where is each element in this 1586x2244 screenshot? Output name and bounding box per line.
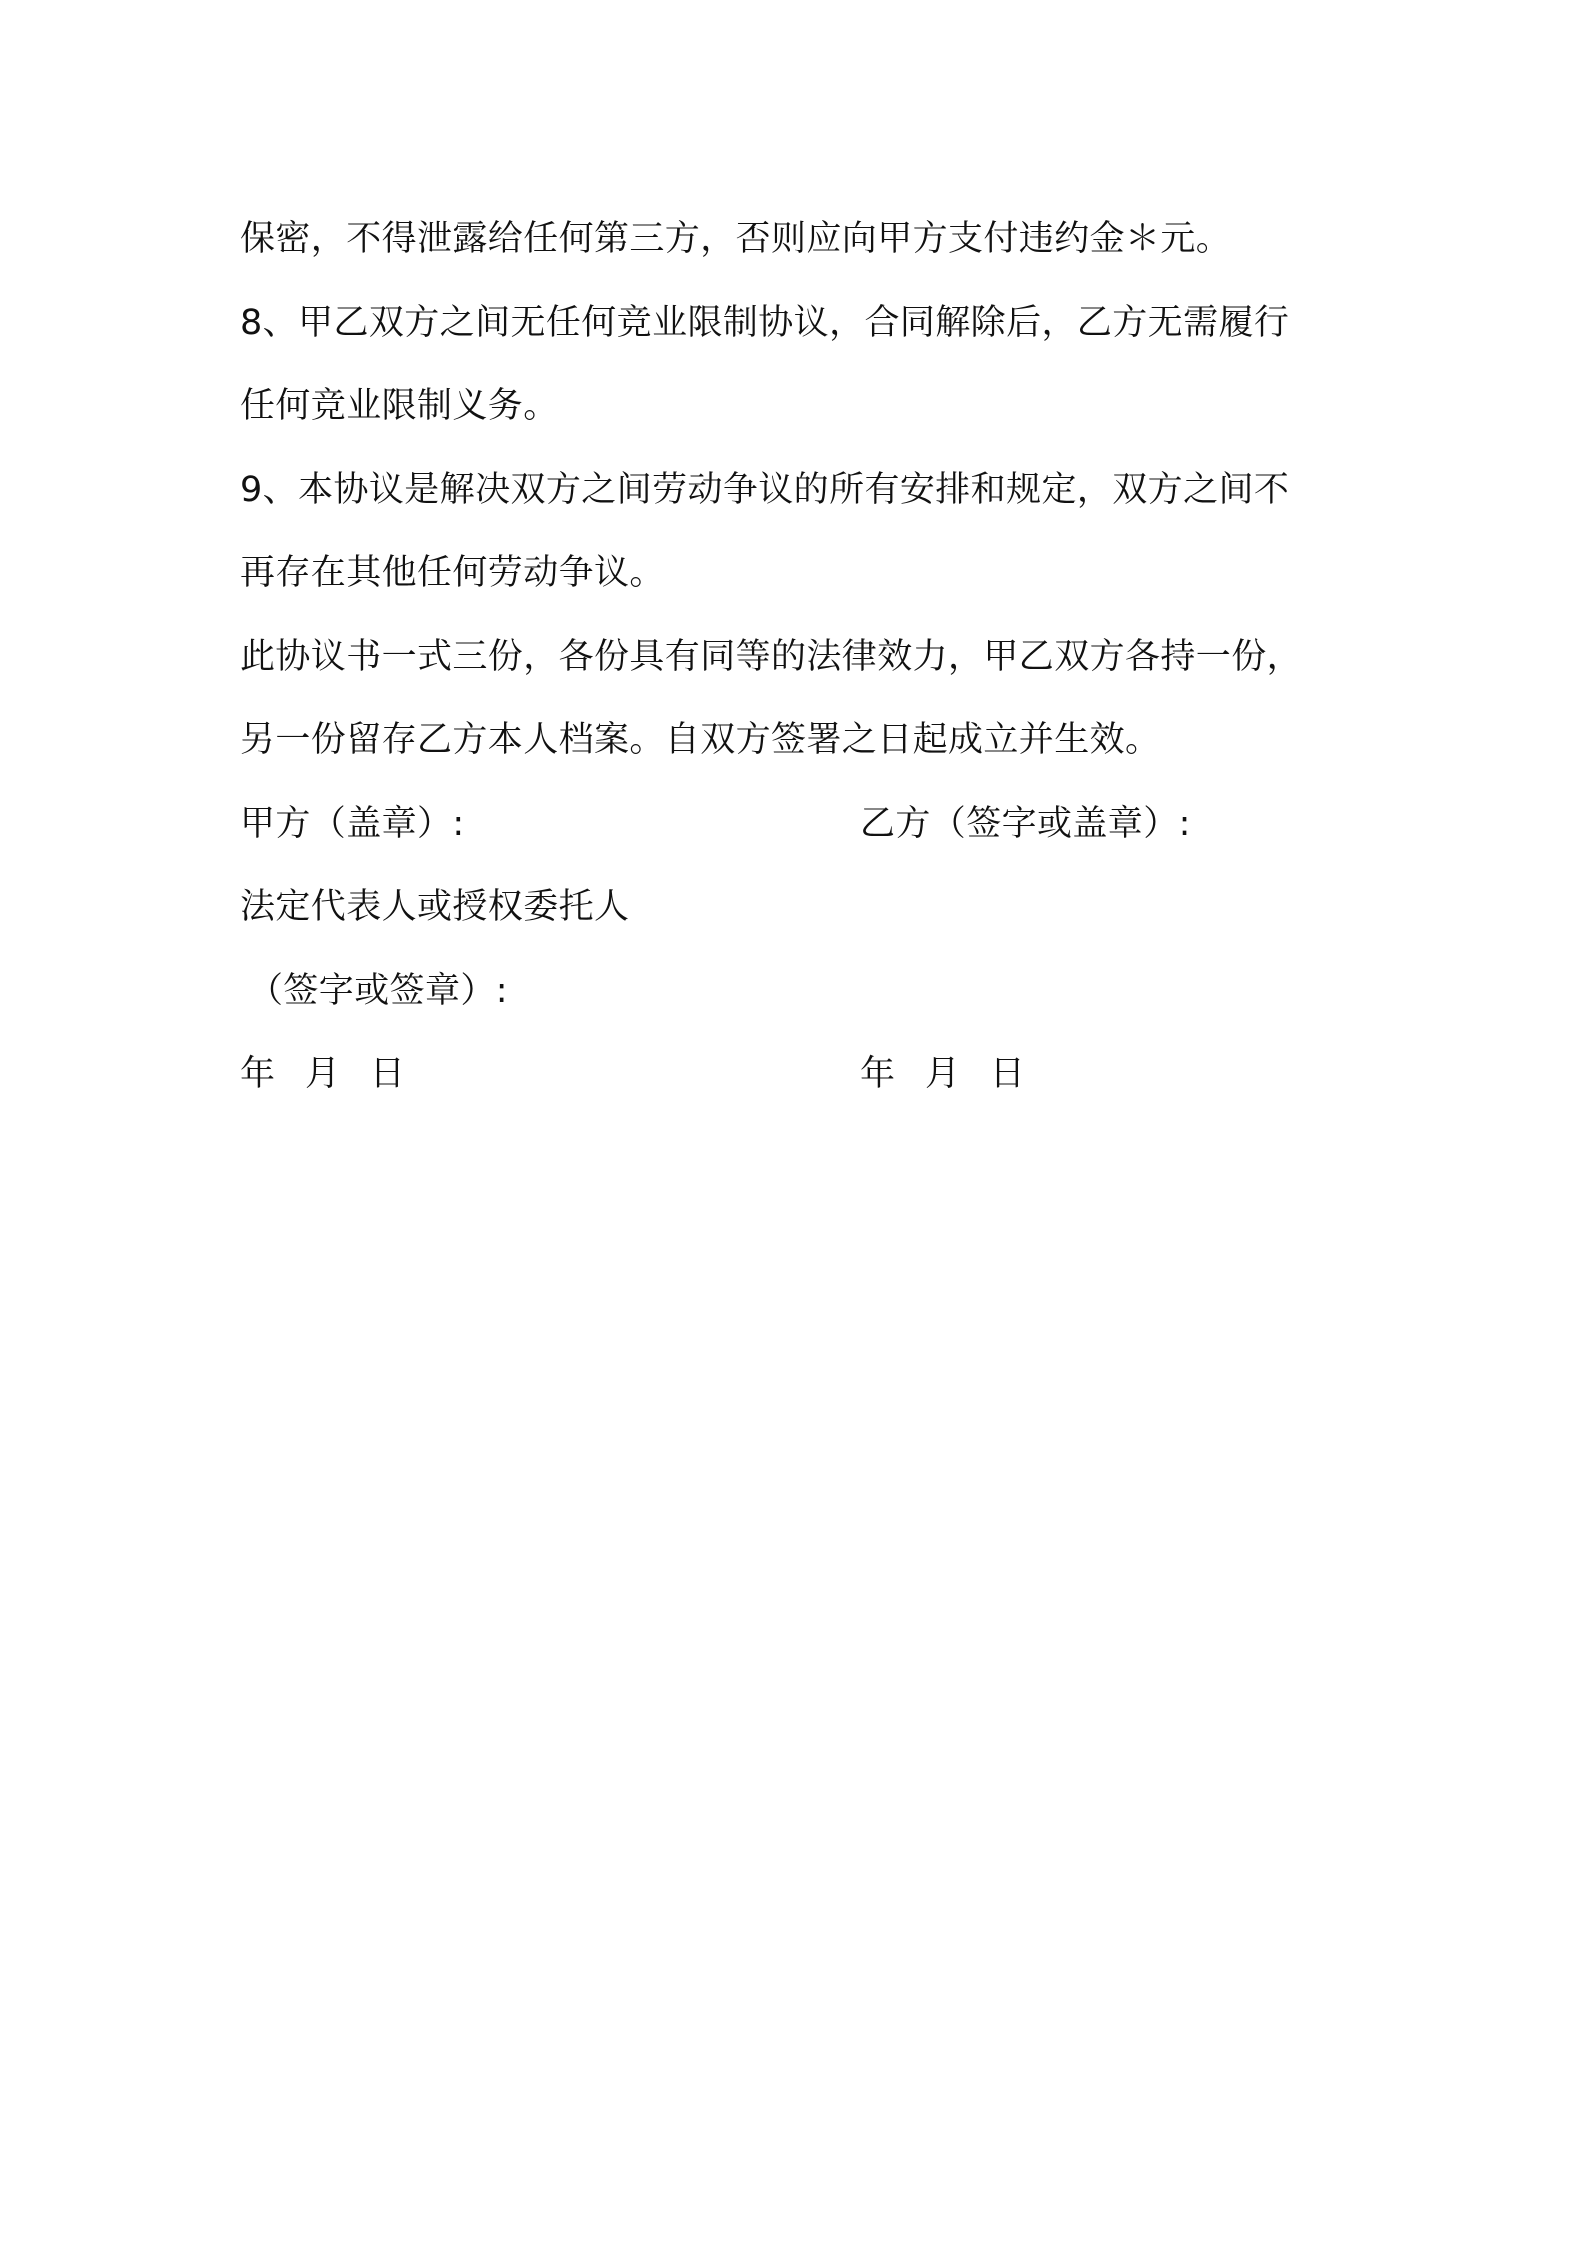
clause-8-line-1: 8、甲乙双方之间无任何竞业限制协议，合同解除后，乙方无需履行 bbox=[240, 302, 1290, 343]
signature-labels-row bbox=[240, 783, 1350, 867]
date-year-right: 年 bbox=[860, 1054, 896, 1094]
clause-8-line-2: 任何竞业限制义务。 bbox=[240, 386, 559, 426]
copies-statement-line-2: 另一份留存乙方本人档案。自双方签署之日起成立并生效。 bbox=[240, 720, 1161, 760]
paragraph-line-1: 保密，不得泄露给任何第三方，否则应向甲方支付违约金＊元。 bbox=[240, 219, 1232, 259]
party-a-label: 甲方（盖章）: bbox=[240, 803, 465, 844]
date-month-left: 月 bbox=[304, 1054, 341, 1094]
party-a-date bbox=[240, 1033, 860, 1117]
party-b-label: 乙方（签字或盖章）: bbox=[860, 803, 1191, 844]
sign-note: （签字或签章）: bbox=[248, 970, 508, 1011]
date-row bbox=[240, 1033, 1350, 1117]
party-b-date bbox=[860, 1033, 1350, 1117]
date-month-right: 月 bbox=[924, 1054, 961, 1094]
date-day-right: 日 bbox=[989, 1054, 1026, 1094]
document-content bbox=[240, 198, 1350, 1117]
date-day-left: 日 bbox=[369, 1054, 406, 1094]
copies-statement-line-1: 此协议书一式三份，各份具有同等的法律效力，甲乙双方各持一份， bbox=[240, 636, 1303, 677]
clause-9-line-2: 再存在其他任何劳动争议。 bbox=[240, 553, 665, 593]
representative-label: 法定代表人或授权委托人 bbox=[240, 887, 630, 927]
date-year-left: 年 bbox=[240, 1054, 276, 1094]
clause-9-line-1: 9、本协议是解决双方之间劳动争议的所有安排和规定，双方之间不 bbox=[240, 469, 1290, 510]
